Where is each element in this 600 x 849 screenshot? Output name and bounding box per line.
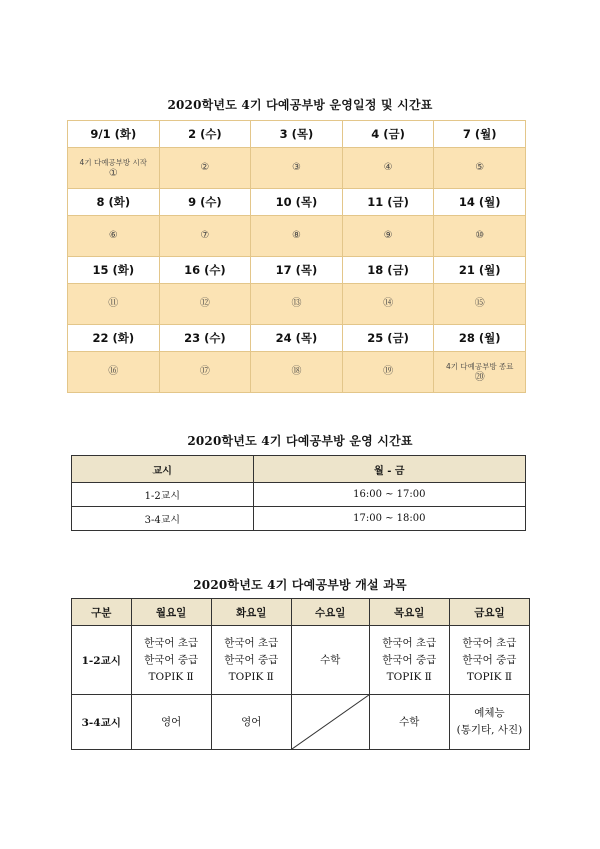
period-time: 16:00 ~ 17:00 [253, 483, 525, 507]
calendar-date: 21 (월) [434, 257, 526, 284]
header-friday: 금요일 [449, 599, 529, 626]
session-number: ⑮ [474, 298, 485, 309]
calendar-date: 9 (수) [159, 189, 251, 216]
row-label: 1-2교시 [72, 626, 132, 695]
thursday-subjects: 한국어 초급 한국어 중급 TOPIK Ⅱ [369, 626, 449, 695]
session-note: 4기 다예공부방 시작 [79, 157, 148, 167]
session-number: ① [108, 167, 118, 179]
session-number: ⑳ [474, 371, 485, 383]
calendar-session-cell [159, 148, 251, 189]
calendar-date: 15 (화) [68, 257, 160, 284]
calendar-date: 24 (목) [251, 325, 343, 352]
calendar-session-cell [68, 284, 160, 325]
calendar-date-row [68, 257, 526, 284]
row-label: 3-4교시 [72, 695, 132, 750]
tuesday-subjects: 영어 [211, 695, 291, 750]
calendar-session-cell [342, 284, 434, 325]
friday-subjects: 한국어 초급 한국어 중급 TOPIK Ⅱ [449, 626, 529, 695]
thursday-subjects: 수학 [369, 695, 449, 750]
schedule-title: 2020학년도 4기 다예공부방 운영일정 및 시간표 [167, 98, 433, 112]
period-label: 3-4교시 [72, 507, 254, 531]
calendar-session-cell [342, 352, 434, 393]
schedule-calendar [67, 120, 526, 393]
calendar-session-cell [159, 284, 251, 325]
calendar-session-cell [68, 216, 160, 257]
calendar-session-cell [68, 148, 160, 189]
calendar-session-cell [68, 352, 160, 393]
calendar-session-cell [251, 216, 343, 257]
subjects-title: 2020학년도 4기 다예공부방 개설 과목 [193, 578, 407, 592]
calendar-session-row [68, 148, 526, 189]
session-number: ⑧ [292, 230, 301, 241]
header-tuesday: 화요일 [211, 599, 291, 626]
session-number: ③ [292, 162, 301, 173]
calendar-date: 17 (목) [251, 257, 343, 284]
calendar-date: 11 (금) [342, 189, 434, 216]
calendar-date: 28 (월) [434, 325, 526, 352]
calendar-session-cell [434, 216, 526, 257]
header-wednesday: 수요일 [291, 599, 369, 626]
session-number: ⑪ [108, 298, 119, 309]
monday-subjects: 한국어 초급 한국어 중급 TOPIK Ⅱ [131, 626, 211, 695]
calendar-date: 22 (화) [68, 325, 160, 352]
session-number: ⑱ [291, 366, 302, 377]
calendar-session-cell [159, 216, 251, 257]
calendar-date: 8 (화) [68, 189, 160, 216]
calendar-date: 18 (금) [342, 257, 434, 284]
monday-subjects: 영어 [131, 695, 211, 750]
calendar-session-cell [159, 352, 251, 393]
calendar-date: 25 (금) [342, 325, 434, 352]
session-note: 4기 다예공부방 종료 [445, 361, 514, 371]
calendar-date: 9/1 (화) [68, 121, 160, 148]
calendar-session-cell [342, 148, 434, 189]
session-number: ⑤ [475, 162, 485, 173]
calendar-session-cell [434, 352, 526, 393]
calendar-date-row [68, 121, 526, 148]
calendar-session-cell [251, 284, 343, 325]
wednesday-subjects: 수학 [291, 626, 369, 695]
calendar-date: 10 (목) [251, 189, 343, 216]
diagonal-line [292, 695, 369, 749]
calendar-session-cell [434, 148, 526, 189]
timetable [71, 455, 526, 531]
header-category: 구분 [72, 599, 132, 626]
session-number: ⑫ [199, 298, 210, 309]
header-monday: 월요일 [131, 599, 211, 626]
calendar-date: 16 (수) [159, 257, 251, 284]
timetable-title: 2020학년도 4기 다예공부방 운영 시간표 [187, 434, 413, 448]
session-number: ⑥ [108, 230, 118, 241]
calendar-date: 2 (수) [159, 121, 251, 148]
calendar-date: 14 (월) [434, 189, 526, 216]
calendar-date-row [68, 325, 526, 352]
subjects-table [71, 598, 530, 750]
header-period: 교시 [72, 456, 254, 483]
calendar-session-cell [251, 352, 343, 393]
session-number: ⑬ [291, 298, 302, 309]
period-label: 1-2교시 [72, 483, 254, 507]
table-row [72, 507, 526, 531]
tuesday-subjects: 한국어 초급 한국어 중급 TOPIK Ⅱ [211, 626, 291, 695]
calendar-date-row [68, 189, 526, 216]
header-thursday: 목요일 [369, 599, 449, 626]
table-row [72, 483, 526, 507]
calendar-session-cell [434, 284, 526, 325]
table-row [72, 626, 530, 695]
session-number: ② [200, 162, 210, 173]
session-number: ⑦ [200, 230, 210, 241]
calendar-date: 3 (목) [251, 121, 343, 148]
period-time: 17:00 ~ 18:00 [253, 507, 525, 531]
calendar-session-row [68, 216, 526, 257]
session-number: ⑭ [383, 298, 394, 309]
session-number: ⑩ [475, 230, 485, 241]
table-row [72, 695, 530, 750]
session-number: ⑯ [108, 366, 119, 377]
calendar-date: 23 (수) [159, 325, 251, 352]
empty-cell-diagonal [291, 695, 369, 750]
session-number: ⑨ [383, 230, 393, 241]
session-number: ⑲ [383, 366, 394, 377]
session-number: ④ [383, 162, 393, 173]
calendar-session-row [68, 284, 526, 325]
friday-subjects: 예체능 (통기타, 사진) [449, 695, 529, 750]
calendar-session-cell [342, 216, 434, 257]
session-number: ⑰ [199, 366, 210, 377]
header-mon-fri: 월 - 금 [253, 456, 525, 483]
calendar-date: 7 (월) [434, 121, 526, 148]
calendar-session-cell [251, 148, 343, 189]
calendar-session-row [68, 352, 526, 393]
calendar-date: 4 (금) [342, 121, 434, 148]
